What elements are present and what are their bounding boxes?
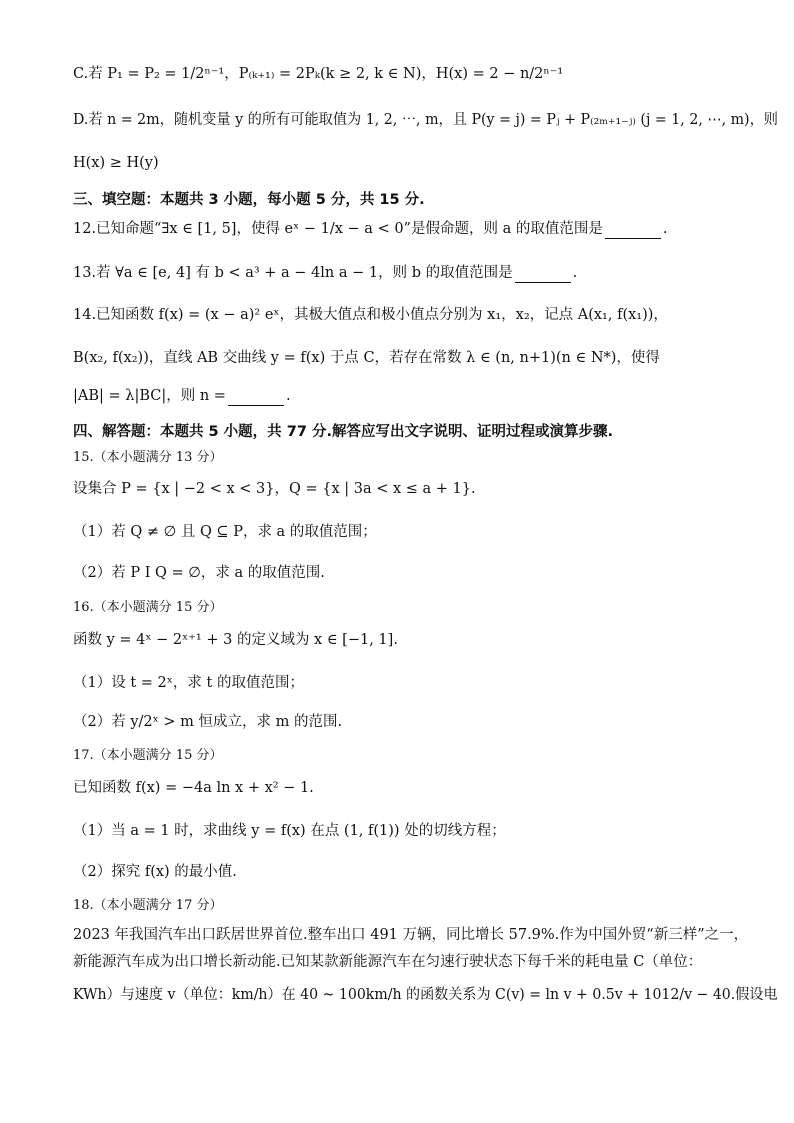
question-12	[73, 219, 667, 239]
question-16-part-1: （1）设 t = 2ˣ，求 t 的取值范围；	[73, 675, 304, 691]
section-fill-in-heading: 三、填空题：本题共 3 小题，每小题 5 分，共 15 分.	[73, 192, 425, 208]
question-14-text: |AB| = λ|BC|，则 n =	[73, 388, 226, 404]
question-16-header: 16.（本小题满分 15 分）	[73, 600, 223, 615]
question-14-end: .	[285, 388, 291, 404]
section-solve-heading: 四、解答题：本题共 5 小题，共 77 分.解答应写出文字说明、证明过程或演算步骤.	[73, 424, 613, 440]
question-15-part-2: （2）若 P I Q = ∅，求 a 的取值范围.	[73, 565, 325, 581]
question-15-part-1: （1）若 Q ≠ ∅ 且 Q ⊆ P，求 a 的取值范围；	[73, 524, 377, 540]
question-18-line-1: 2023 年我国汽车出口跃居世界首位.整车出口 491 万辆，同比增长 57.9%.作为中国外贸“新三样”之一，	[73, 927, 749, 943]
question-13	[73, 263, 577, 283]
question-14-line-2: B(x₂, f(x₂))，直线 AB 交曲线 y = f(x) 于点 C，若存在常数 λ ∈ (n, n+1)(n ∈ N*)，使得	[73, 350, 660, 366]
question-15-stem: 设集合 P = {x | −2 < x < 3}，Q = {x | 3a < x ≤ a + 1}.	[73, 481, 476, 497]
question-14-line-3	[73, 386, 291, 406]
question-13-end: .	[572, 265, 578, 281]
question-17-header: 17.（本小题满分 15 分）	[73, 748, 223, 763]
answer-blank-14	[228, 391, 284, 406]
question-16-stem: 函数 y = 4ˣ − 2ˣ⁺¹ + 3 的定义域为 x ∈ [−1, 1].	[73, 632, 398, 648]
question-12-text: 12.已知命题“∃x ∈ [1, 5]，使得 eˣ − 1/x − a < 0”是假命题，则 a 的取值范围是	[73, 221, 603, 237]
question-18-header: 18.（本小题满分 17 分）	[73, 898, 223, 913]
question-14-line-1: 14.已知函数 f(x) = (x − a)² eˣ，其极大值点和极小值点分别为 x₁，x₂，记点 A(x₁, f(x₁))，	[73, 307, 668, 323]
question-17-part-2: （2）探究 f(x) 的最小值.	[73, 864, 237, 880]
question-17-stem: 已知函数 f(x) = −4a ln x + x² − 1.	[73, 780, 314, 796]
answer-blank-12	[605, 224, 661, 239]
question-17-part-1: （1）当 a = 1 时，求曲线 y = f(x) 在点 (1, f(1)) 处的切线方程；	[73, 823, 506, 839]
answer-blank-13	[515, 268, 571, 283]
option-d-conclusion: H(x) ≥ H(y)	[73, 155, 159, 171]
question-12-end: .	[662, 221, 668, 237]
question-16-part-2: （2）若 y/2ˣ > m 恒成立，求 m 的范围.	[73, 714, 343, 730]
option-d: D.若 n = 2m，随机变量 y 的所有可能取值为 1, 2, ⋯, m，且 P(y = j) = Pⱼ + P₍₂ₘ₊₁₋ⱼ₎ (j = 1, 2, ⋯, m)，则	[73, 112, 779, 128]
question-13-text: 13.若 ∀a ∈ [e, 4] 有 b < a³ + a − 4ln a − 1，则 b 的取值范围是	[73, 265, 513, 281]
option-c: C.若 P₁ = P₂ = 1/2ⁿ⁻¹，P₍ₖ₊₁₎ = 2Pₖ(k ≥ 2, k ∈ N)，H(x) = 2 − n/2ⁿ⁻¹	[73, 66, 564, 82]
question-18-line-3: KWh）与速度 v（单位：km/h）在 40 ~ 100km/h 的函数关系为 C(v) = ln v + 0.5v + 1012/v − 40.假设电	[73, 987, 778, 1003]
question-18-line-2: 新能源汽车成为出口增长新动能.已知某款新能源汽车在匀速行驶状态下每千米的耗电量 C（单位：	[73, 954, 703, 970]
question-15-header: 15.（本小题满分 13 分）	[73, 450, 223, 465]
